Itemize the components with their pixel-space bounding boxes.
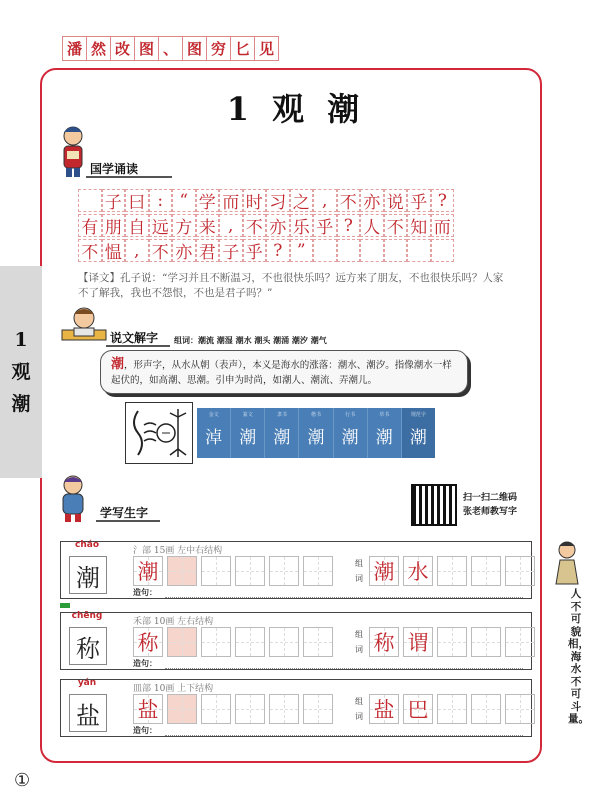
word-group-label-char: 词 xyxy=(355,645,363,654)
practice-cell[interactable] xyxy=(269,556,299,586)
classics-cell: 说 xyxy=(384,189,408,212)
practice-cell[interactable] xyxy=(201,556,231,586)
idiom-header xyxy=(62,36,278,61)
script-char: 潮 xyxy=(341,428,359,448)
pinyin-label: yán xyxy=(77,678,97,688)
classics-cell xyxy=(384,239,408,262)
word-cell[interactable] xyxy=(437,556,467,586)
traced-char: 称 xyxy=(137,631,159,655)
script-form xyxy=(402,408,435,458)
classics-cell: 自 xyxy=(125,214,149,237)
idiom-char: 匕 xyxy=(230,36,255,61)
word-cell[interactable] xyxy=(437,627,467,657)
practice-cell[interactable] xyxy=(167,556,197,586)
script-char: 潮 xyxy=(273,428,291,448)
writing-row xyxy=(60,612,532,670)
classics-translation: 【译文】孔子说：“学习并且不断温习，不也很快乐吗？远方来了朋友，不也很快乐吗？人家不了解我，我也不怨恨，不也是君子吗？” xyxy=(78,272,504,299)
script-char: 潮 xyxy=(375,428,393,448)
idiom-char: 见 xyxy=(254,36,279,61)
practice-cell[interactable] xyxy=(303,627,333,657)
stroke-info: 皿部 10画 上下结构 xyxy=(133,684,214,694)
classics-cell xyxy=(360,239,384,262)
lesson-title-char-1: 观 xyxy=(11,361,31,383)
classics-cell xyxy=(78,189,102,212)
word-char: 潮 xyxy=(373,560,395,584)
classics-cell xyxy=(407,239,431,262)
sentence-line[interactable] xyxy=(165,597,523,598)
practice-cell[interactable] xyxy=(269,694,299,724)
practice-cell[interactable] xyxy=(235,694,265,724)
traced-char: 潮 xyxy=(137,560,159,584)
word-char: 水 xyxy=(407,560,429,584)
character-explanation xyxy=(100,350,468,394)
idiom-char: 然 xyxy=(86,36,111,61)
classics-cell: 乎 xyxy=(243,239,267,262)
script-label: 篆文 xyxy=(242,412,253,418)
stroke-info: 禾部 10画 左右结构 xyxy=(133,617,214,627)
idiom-char: 图 xyxy=(134,36,159,61)
section-underline xyxy=(106,345,170,347)
sentence-label: 造句： xyxy=(133,658,157,668)
pinyin-label: chēng xyxy=(71,611,103,621)
word-cell[interactable] xyxy=(505,627,535,657)
word-group-label-char: 词 xyxy=(355,574,363,583)
word-cell[interactable] xyxy=(403,556,433,586)
idiom-char: 图 xyxy=(182,36,207,61)
classics-cell: 来 xyxy=(196,214,220,237)
script-label: 草书 xyxy=(379,412,390,418)
section-guoxue-title: 国学诵读 xyxy=(90,162,139,176)
practice-cell[interactable] xyxy=(269,627,299,657)
practice-cell[interactable] xyxy=(167,627,197,657)
practice-cell[interactable] xyxy=(167,694,197,724)
section-shuowen-title: 说文解字 xyxy=(110,331,159,345)
section-underline xyxy=(96,520,160,522)
model-character: 盐 xyxy=(69,694,107,732)
classics-cell: 亦 xyxy=(266,214,290,237)
qr-caption-line-1: 扫一扫二维码 xyxy=(463,493,518,503)
classics-cell: 愠 xyxy=(102,239,126,262)
script-label: 楷书 xyxy=(310,412,321,418)
lesson-number: 1 xyxy=(14,329,28,351)
word-cell[interactable] xyxy=(369,694,399,724)
qr-code[interactable] xyxy=(411,484,457,526)
practice-cell[interactable] xyxy=(235,556,265,586)
stroke-info: 氵部 15画 左中右结构 xyxy=(133,546,223,556)
word-char: 巴 xyxy=(407,698,429,722)
word-cell[interactable] xyxy=(471,556,501,586)
script-char: 潮 xyxy=(307,428,325,448)
classics-cell: : xyxy=(149,189,173,212)
page-number: ① xyxy=(14,770,31,791)
classics-cell: 不 xyxy=(78,239,102,262)
word-cell[interactable] xyxy=(369,627,399,657)
model-character: 称 xyxy=(69,627,107,665)
script-label: 金文 xyxy=(208,412,219,418)
page-title: 1 观 潮 xyxy=(226,90,366,128)
qr-caption-line-2: 张老师教写字 xyxy=(463,507,518,517)
explanation-char: 潮 xyxy=(111,357,125,372)
reading-child-icon xyxy=(60,306,112,342)
classics-cell xyxy=(431,239,455,262)
scholar-side-icon xyxy=(550,540,584,586)
classics-cell: 知 xyxy=(407,214,431,237)
practice-cell[interactable] xyxy=(133,627,163,657)
classics-row xyxy=(78,239,454,264)
sentence-line[interactable] xyxy=(165,735,523,736)
word-cell[interactable] xyxy=(403,694,433,724)
classics-cell: ? xyxy=(431,189,455,212)
idiom-char: 穷 xyxy=(206,36,231,61)
classics-cell: 朋 xyxy=(102,214,126,237)
idiom-char: 潘 xyxy=(62,36,87,61)
oracle-script-image xyxy=(125,402,193,464)
word-cell[interactable] xyxy=(403,627,433,657)
word-group-label-char: 词 xyxy=(355,712,363,721)
classics-cell: 有 xyxy=(78,214,102,237)
classics-cell: 学 xyxy=(196,189,220,212)
explanation-text: ，形声字，从水从朝（表声），本义是海水的涨落：潮水、潮汐。指像潮水一样起伏的，如高潮、思潮。引申为时尚，如潮人、潮流、弄潮儿。 xyxy=(111,360,452,386)
classics-row xyxy=(78,214,454,239)
practice-cell[interactable] xyxy=(303,556,333,586)
word-group-label xyxy=(355,627,367,657)
word-group-label-char: 组 xyxy=(355,559,363,568)
classics-cell: 时 xyxy=(243,189,267,212)
lesson-side-tab xyxy=(0,266,42,478)
word-cell[interactable] xyxy=(505,556,535,586)
qr-caption xyxy=(463,491,517,519)
word-cell[interactable] xyxy=(437,694,467,724)
word-char: 谓 xyxy=(407,631,429,655)
word-cell[interactable] xyxy=(471,694,501,724)
traced-char: 盐 xyxy=(137,698,159,722)
classics-cell: 子 xyxy=(219,239,243,262)
writing-child-icon xyxy=(58,474,88,524)
classics-cell: 不 xyxy=(337,189,361,212)
script-char: 潮 xyxy=(239,428,257,448)
model-character: 潮 xyxy=(69,556,107,594)
script-form xyxy=(334,408,368,458)
classics-row xyxy=(78,189,454,214)
idiom-char: 、 xyxy=(158,36,183,61)
classics-cell: 子 xyxy=(102,189,126,212)
word-cell[interactable] xyxy=(369,556,399,586)
practice-cell[interactable] xyxy=(133,694,163,724)
word-group-label xyxy=(355,556,367,586)
side-proverb: 人不可貌相，海水不可斗量。 xyxy=(568,588,589,725)
word-group-label-char: 组 xyxy=(355,630,363,639)
script-form xyxy=(231,408,265,458)
word-char: 盐 xyxy=(373,698,395,722)
classics-cell: 君 xyxy=(196,239,220,262)
classics-cell: 之 xyxy=(290,189,314,212)
classics-cell: , xyxy=(219,214,243,237)
sentence-label: 造句： xyxy=(133,725,157,735)
classics-cell: ? xyxy=(337,214,361,237)
script-label: 规范字 xyxy=(410,412,426,418)
classics-cell: 而 xyxy=(219,189,243,212)
classics-cell xyxy=(337,239,361,262)
script-label: 行书 xyxy=(345,412,356,418)
word-cell[interactable] xyxy=(505,694,535,724)
classics-grid xyxy=(78,189,454,264)
classics-cell: 习 xyxy=(266,189,290,212)
practice-cell[interactable] xyxy=(303,694,333,724)
script-form xyxy=(197,408,231,458)
script-form xyxy=(368,408,402,458)
word-cell[interactable] xyxy=(471,627,501,657)
classics-cell xyxy=(313,239,337,262)
classics-cell: 不 xyxy=(243,214,267,237)
practice-cell[interactable] xyxy=(133,556,163,586)
green-marker xyxy=(60,603,70,608)
practice-cell[interactable] xyxy=(201,627,231,657)
scholar-figure-icon xyxy=(58,124,88,180)
practice-cell[interactable] xyxy=(201,694,231,724)
lesson-title-char-2: 潮 xyxy=(11,393,31,415)
classics-cell: ? xyxy=(266,239,290,262)
classics-cell: 亦 xyxy=(172,239,196,262)
classics-cell: 方 xyxy=(172,214,196,237)
sentence-line[interactable] xyxy=(165,668,523,669)
classics-cell: 乐 xyxy=(290,214,314,237)
script-char: 潮 xyxy=(409,428,427,448)
practice-cell[interactable] xyxy=(235,627,265,657)
classics-cell: 乎 xyxy=(407,189,431,212)
classics-cell: 亦 xyxy=(360,189,384,212)
writing-row xyxy=(60,679,532,737)
classics-cell: 乎 xyxy=(313,214,337,237)
classics-cell: 曰 xyxy=(125,189,149,212)
word-group-list: 组词：潮流 潮湿 潮水 潮头 潮涌 潮汐 潮气 xyxy=(174,335,327,345)
script-char: 淖 xyxy=(205,428,223,448)
classics-cell: 人 xyxy=(360,214,384,237)
script-evolution-strip xyxy=(197,408,435,458)
word-group-label xyxy=(355,694,367,724)
classics-cell: , xyxy=(313,189,337,212)
script-label: 隶书 xyxy=(276,412,287,418)
word-group-label-char: 组 xyxy=(355,697,363,706)
classics-cell: , xyxy=(125,239,149,262)
classics-cell: 而 xyxy=(431,214,455,237)
classics-cell: 远 xyxy=(149,214,173,237)
writing-row xyxy=(60,541,532,599)
script-form xyxy=(299,408,333,458)
classics-cell: 不 xyxy=(384,214,408,237)
idiom-char: 改 xyxy=(110,36,135,61)
section-xuexie-title: 学写生字 xyxy=(100,506,149,520)
pinyin-label: cháo xyxy=(75,540,99,550)
word-char: 称 xyxy=(373,631,395,655)
section-underline xyxy=(86,176,172,178)
script-form xyxy=(265,408,299,458)
classics-cell: ” xyxy=(290,239,314,262)
classics-cell: “ xyxy=(172,189,196,212)
sentence-label: 造句： xyxy=(133,587,157,597)
classics-cell: 不 xyxy=(149,239,173,262)
